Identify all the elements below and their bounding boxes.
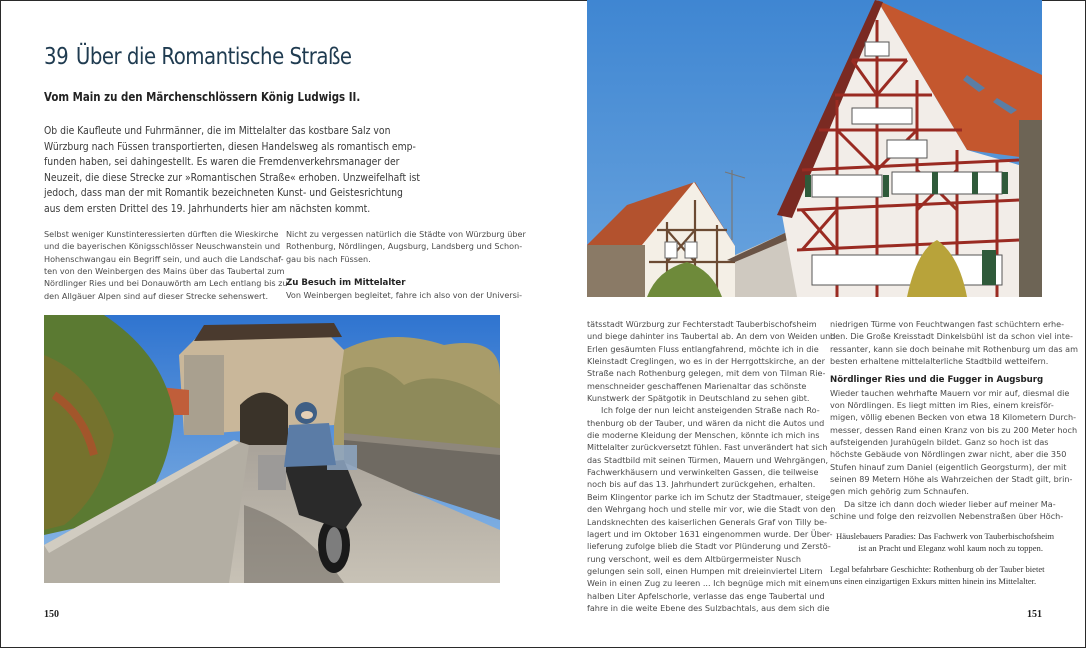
section-heading: Nördlinger Ries und die Fugger in Augsburg — [830, 375, 1044, 386]
body-line: Kunstwerk der Spätgotik in Deutschland zu sehen gibt. — [587, 393, 810, 404]
intro-line: funden haben, sei dahingestellt. Es waren die Fremdenverkehrsmanager der — [44, 156, 400, 169]
body-line: Rothenburg, Nördlingen, Augsburg, Landsberg und Schon- — [286, 241, 523, 252]
body-line: migen, völlig ebenen Becken von etwa 18 Kilometern Durch- — [830, 412, 1076, 423]
body-line: Landsknechten des kaiserlichen Generals Graf von Tilly be- — [587, 516, 828, 527]
body-line: Erlen gesäumten Fluss entlangfahrend, möchte ich in die — [587, 343, 819, 354]
body-line: den Wehrgang hoch und stelle mir vor, wie die Stadt von den — [587, 504, 836, 515]
intro-line: aus dem ersten Drittel des 19. Jahrhunderts hier am nächsten kommt. — [44, 202, 371, 215]
body-line: Straße nach Rothenburg gelegen, mit dem von Tilman Rie- — [587, 368, 826, 379]
body-line: fahre in die weite Ebene des Sulzbachtals, aus dem sich die — [587, 602, 830, 613]
body-line: aufsteigenden Jurahügeln bildet. Ganz so hoch ist das — [830, 437, 1049, 448]
body-column-3 — [587, 318, 836, 614]
body-line: Beim Klingentor parke ich im Schutz der Stadtmauer, steige — [587, 491, 831, 502]
section-heading: Zu Besuch im Mittelalter — [286, 278, 406, 289]
body-line: das Stadtbild mit seinen Türmen, Mauern und Wehrgängen, — [587, 454, 829, 465]
chapter-title-text: Über die Romantische Straße — [75, 44, 352, 70]
body-line: Stufen hinauf zum Daniel (eigentlich Georgsturm), der mit — [830, 461, 1067, 472]
body-line: und biege dahinter ins Taubertal ab. An dem von Weiden und — [587, 331, 836, 342]
body-line: seinen 89 Metern Höhe als Wahrzeichen der Stadt gilt, brin- — [830, 474, 1073, 485]
body-line: thenburg ob der Tauber, und wären da nicht die Autos und — [587, 417, 825, 428]
body-line: von Nördlingen. Es liegt mitten im Ries, einem kreisför- — [830, 400, 1054, 411]
body-column-1 — [44, 228, 288, 302]
body-line: und die bayerischen Königsschlösser Neuschwanstein und — [44, 241, 281, 252]
body-line: schine und folge den reizvollen Nebenstraßen über Höch- — [830, 511, 1064, 522]
caption-line: Legal befahrbare Geschichte: Rothenburg ob der Tauber bietet — [830, 564, 1045, 574]
body-line: lagert und im Oktober 1631 eingenommen wurde. Der Über- — [587, 528, 833, 539]
body-line: menschneider geschaffenen Marienaltar das schönste — [587, 380, 807, 391]
photo-caption-houses — [836, 530, 1055, 555]
body-line: die moderne Kleidung der Menschen, könnte ich mich ins — [587, 430, 820, 441]
body-line: rung verschont, weil es dem Altbürgermeister Nusch — [587, 553, 801, 564]
chapter-subtitle: Vom Main zu den Märchenschlössern König Ludwigs II. — [44, 89, 361, 104]
intro-line: jedoch, dass man der mit Romantik bezeichneten Kunst- und Geistesrichtung — [44, 187, 403, 200]
intro-paragraph — [44, 124, 421, 218]
body-line: gau bis nach Füssen. — [286, 253, 371, 264]
body-line: ten von den Weinbergen des Mains über das Taubertal zum — [44, 266, 285, 277]
caption-line: ist an Pracht und Eleganz wohl kaum noch zu toppen. — [858, 543, 1043, 554]
body-line: ressanter, kann sie doch beinahe mit Rothenburg um das am — [830, 343, 1078, 354]
chapter-title — [44, 44, 352, 70]
body-line: gelungen sein soll, einen Humpen mit dreieinviertel Litern — [587, 565, 823, 576]
body-line: besten erhaltene mittelalterliche Stadtbild wetteifern. — [830, 356, 1049, 367]
intro-line: Ob die Kaufleute und Fuhrmänner, die im Mittelalter das kostbare Salz von — [44, 125, 391, 137]
body-line: Fachwerkhäusern und verwinkelten Gassen, die teilweise — [587, 467, 819, 478]
body-line: den Allgäuer Alpen sind auf dieser Strecke sehenswert. — [44, 290, 269, 301]
body-line: Von Weinbergen begleitet, fahre ich also von der Universi- — [286, 290, 523, 301]
body-line: Nördlinger Ries und bei Donauwörth am Lech entlang bis zu — [44, 278, 288, 289]
body-line: noch bis auf das 13. Jahrhundert zurückgehen, erhalten. — [587, 479, 816, 490]
caption-line: Häuslebauers Paradies: Das Fachwerk von Tauberbischofsheim — [836, 531, 1055, 541]
chapter-number: 39 — [44, 44, 69, 70]
body-line: niedrigen Türme von Feuchtwangen fast schüchtern erhe- — [830, 319, 1065, 329]
body-line: Hohenschwangau ein Begriff sein, und auch die Landschaf- — [44, 253, 284, 264]
body-line: lieferung zufolge blieb die Stadt vor Plünderung und Zerstö- — [587, 541, 831, 552]
caption-line: uns einen einzigartigen Exkurs mitten hinein ins Mittelalter. — [830, 576, 1037, 587]
body-line: Mittelalter zurückversetzt fühlen. Fast unverändert hat sich — [587, 442, 828, 453]
body-line: höchste Gebäude von Nördlingen zwar nicht, aber die 350 — [830, 449, 1067, 460]
intro-line: Würzburg nach Füssen transportierten, diesen Handelsweg als romantisch emp- — [44, 140, 416, 153]
body-line: tätsstadt Würzburg zur Fechterstadt Tauberbischofsheim — [587, 319, 817, 329]
body-line: Ich folge der nun leicht ansteigenden Straße nach Ro- — [601, 405, 820, 416]
photo-motorcycle-city-gate — [44, 315, 500, 583]
body-line: ben. Die Große Kreisstadt Dinkelsbühl ist da schon viel inte- — [830, 331, 1073, 342]
page-number-left: 150 — [44, 609, 59, 620]
photo-half-timbered-houses — [587, 0, 1042, 297]
intro-line: Neuzeit, die diese Strecke zur »Romantischen Straße« erhoben. Unzweifelhaft ist — [44, 171, 421, 184]
body-line: Da sitze ich dann doch wieder lieber auf meiner Ma- — [844, 498, 1056, 509]
body-column-2 — [286, 228, 526, 302]
body-line: messer, dessen Rand einen Kranz von bis zu 200 Meter hoch — [830, 424, 1078, 435]
photo-caption-gate — [830, 563, 1043, 588]
body-line: Nicht zu vergessen natürlich die Städte von Würzburg über — [286, 229, 526, 239]
page-number-right: 151 — [1027, 609, 1042, 620]
body-column-4 — [830, 318, 1078, 523]
body-line: halben Liter Apfelschorle, verlasse das enge Taubertal und — [587, 590, 825, 601]
body-line: Wieder tauchen wehrhafte Mauern vor mir auf, diesmal die — [830, 387, 1070, 398]
body-line: Kleinstadt Creglingen, wo es in der Herrgottskirche, an der — [587, 356, 825, 367]
body-line: Selbst weniger Kunstinteressierten dürften die Wieskirche — [44, 229, 279, 239]
body-line: Wein in einen Zug zu leeren ... Ich begnüge mich mit einem — [587, 578, 830, 589]
body-line: gen mich gehörig zum Schnaufen. — [830, 486, 969, 497]
